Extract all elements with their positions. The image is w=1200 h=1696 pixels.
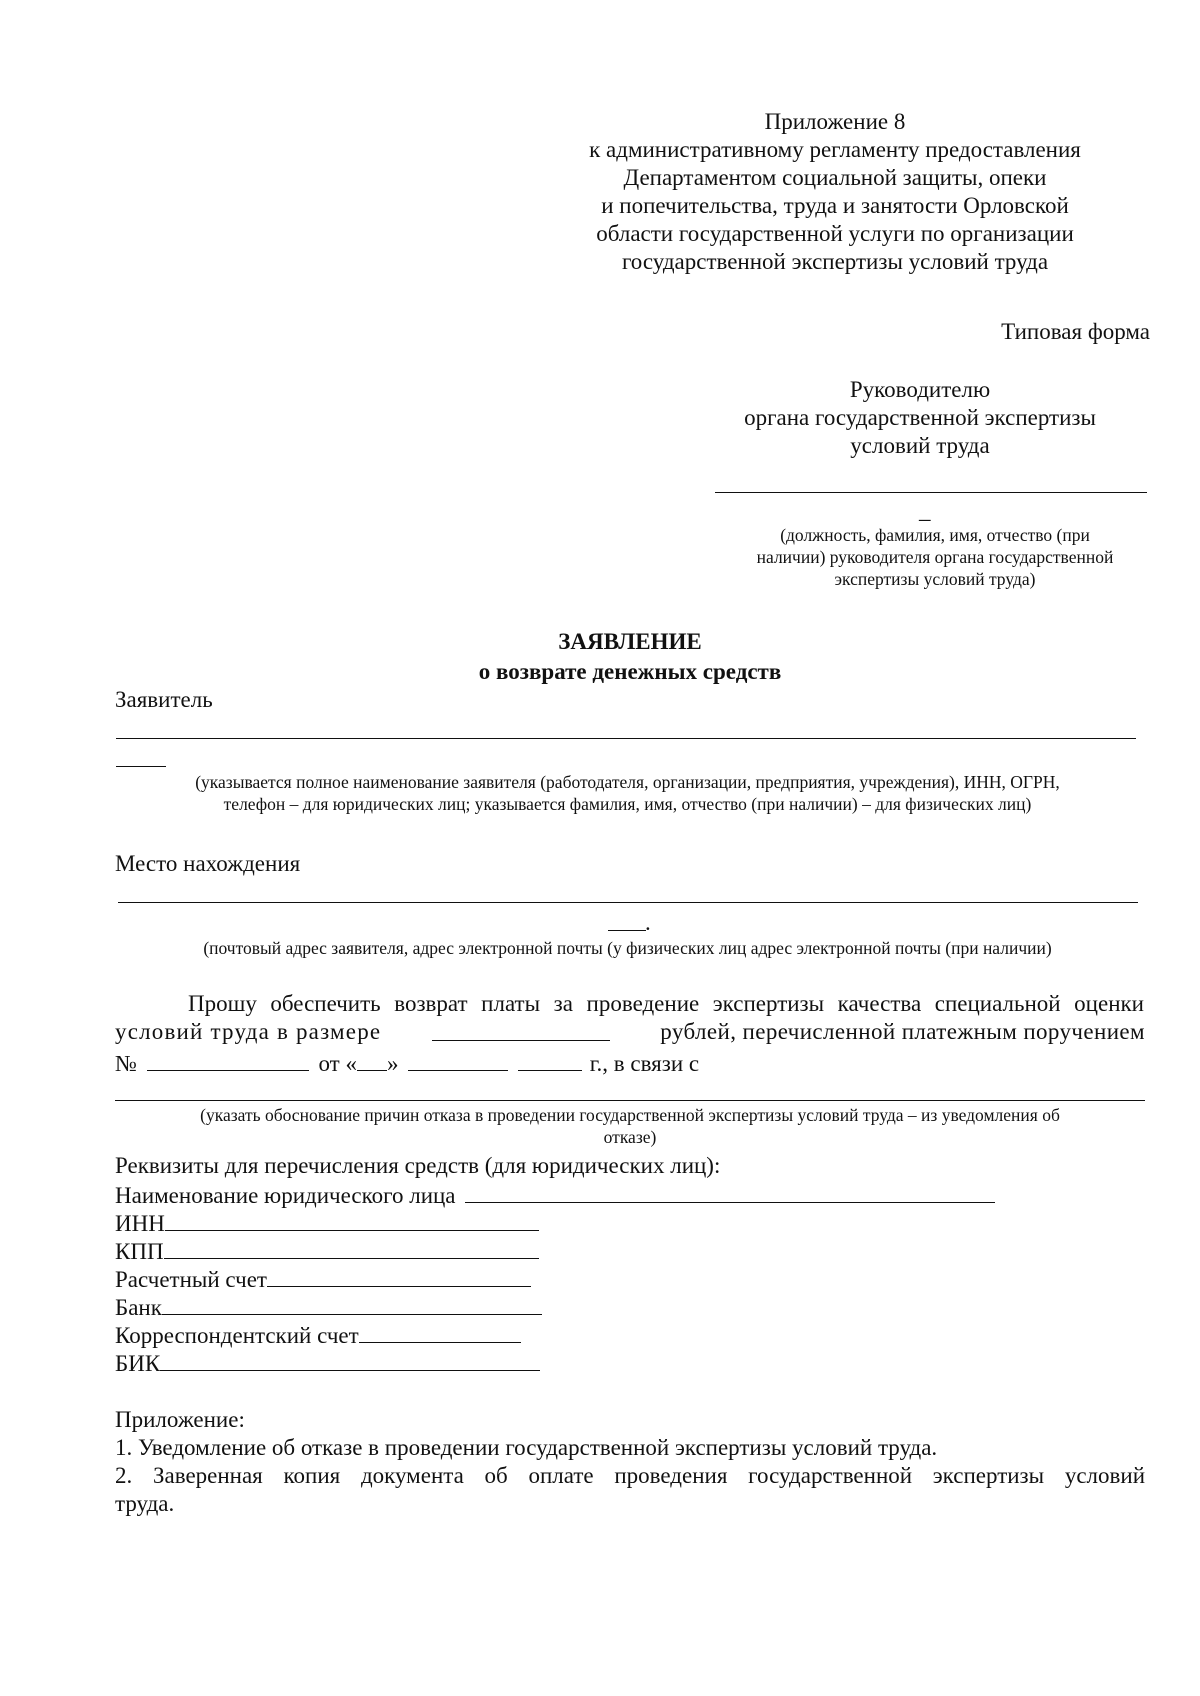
- amount-field[interactable]: [432, 1018, 610, 1041]
- appendix-line: к административному регламенту предоставления: [589, 137, 1081, 162]
- appendix-header: [580, 108, 1090, 276]
- attachments-heading: Приложение:: [115, 1407, 245, 1432]
- applicant-label: Заявитель: [115, 687, 213, 712]
- addressee-block: [700, 376, 1140, 460]
- document-title: [200, 628, 1060, 686]
- requisite-inn-field[interactable]: [165, 1208, 539, 1231]
- attachment-item-2-cont: труда.: [115, 1491, 175, 1516]
- reason-hint: (указать обоснование причин отказа в проведении государственной экспертизы условий труда – из уведомления об отказе): [200, 1105, 1060, 1147]
- requisite-bank-row: [115, 1292, 542, 1322]
- requisite-kpp-row: [115, 1236, 539, 1266]
- applicant-field-line: [116, 738, 1136, 739]
- addressee-dash: _: [919, 498, 931, 523]
- appendix-line: Департаментом социальной защиты, опеки: [623, 165, 1047, 190]
- appendix-line: области государственной услуги по организации: [596, 221, 1074, 246]
- form-type-label: Типовая форма: [1001, 319, 1150, 344]
- requisite-account-row: [115, 1264, 531, 1294]
- date-day-field[interactable]: [357, 1048, 387, 1071]
- request-line-1: Прошу обеспечить возврат платы за проведение экспертизы качества специальной оценки: [188, 991, 1144, 1016]
- requisite-name-row: [115, 1180, 995, 1210]
- number-sign: №: [115, 1051, 137, 1076]
- requisite-bik-row: [115, 1348, 540, 1378]
- requisite-corr-row: [115, 1320, 521, 1350]
- requisites-heading: Реквизиты для перечисления средств (для юридических лиц):: [115, 1153, 721, 1178]
- requisite-corr-label: Корреспондентский счет: [115, 1323, 359, 1348]
- payment-order-number-field[interactable]: [147, 1048, 309, 1071]
- reason-intro-label: г., в связи с: [589, 1051, 700, 1076]
- title-sub: о возврате денежных средств: [478, 659, 782, 684]
- addressee-line: органа государственной экспертизы: [744, 405, 1096, 430]
- appendix-number: Приложение 8: [764, 109, 906, 134]
- location-field-line: [118, 902, 1138, 903]
- applicant-hint: (указывается полное наименование заявителя (работодателя, организации, предприятия, учреждения), ИНН, ОГРН, телефон – для юридических лиц; указывается фамилия, имя, отчество (при наличии) – для физических лиц): [195, 772, 1060, 814]
- request-payment-label: рублей, перечисленной платежным поручением: [660, 1019, 1145, 1044]
- requisite-account-field[interactable]: [267, 1264, 531, 1287]
- location-label: Место нахождения: [115, 851, 301, 876]
- title-main: ЗАЯВЛЕНИЕ: [558, 629, 702, 654]
- request-line-3: [115, 1048, 699, 1078]
- date-close-quote: »: [386, 1051, 399, 1076]
- attachment-item-1: 1. Уведомление об отказе в проведении государственной экспертизы условий труда.: [115, 1435, 938, 1460]
- requisite-bik-label: БИК: [115, 1351, 161, 1376]
- request-line-2: [115, 1018, 1145, 1046]
- date-month-field[interactable]: [408, 1048, 508, 1071]
- addressee-hint: (должность, фамилия, имя, отчество (при наличии) руководителя органа государственной экспертизы условий труда): [756, 525, 1114, 589]
- date-from-label: от «: [318, 1051, 357, 1076]
- appendix-line: и попечительства, труда и занятости Орловской: [601, 193, 1069, 218]
- requisite-bank-label: Банк: [115, 1295, 162, 1320]
- attachment-item-2: 2. Заверенная копия документа об оплате проведения государственной экспертизы условий: [115, 1463, 1145, 1488]
- requisite-corr-field[interactable]: [359, 1320, 521, 1343]
- requisite-bank-field[interactable]: [162, 1292, 542, 1315]
- addressee-line: условий труда: [850, 433, 990, 458]
- requisite-bik-field[interactable]: [160, 1348, 540, 1371]
- location-field-tail: [608, 930, 646, 931]
- reason-field-line: [115, 1100, 1145, 1101]
- addressee-field-line: [715, 492, 1147, 493]
- requisite-kpp-label: КПП: [115, 1239, 164, 1264]
- requisite-inn-label: ИНН: [115, 1211, 165, 1236]
- addressee-line: Руководителю: [849, 377, 991, 402]
- requisite-kpp-field[interactable]: [164, 1236, 539, 1259]
- date-year-field[interactable]: [518, 1048, 582, 1071]
- location-hint: (почтовый адрес заявителя, адрес электронной почты (у физических лиц адрес электронной почты (при наличии): [203, 938, 1052, 958]
- appendix-line: государственной экспертизы условий труда: [621, 249, 1049, 274]
- requisite-account-label: Расчетный счет: [115, 1267, 267, 1292]
- request-amount-label: условий труда в размере: [115, 1019, 382, 1044]
- applicant-field-tail: [116, 766, 166, 767]
- location-tail-dot: .: [645, 910, 651, 935]
- requisite-inn-row: [115, 1208, 539, 1238]
- requisite-name-field[interactable]: [465, 1180, 995, 1203]
- requisite-name-label: Наименование юридического лица: [115, 1183, 456, 1208]
